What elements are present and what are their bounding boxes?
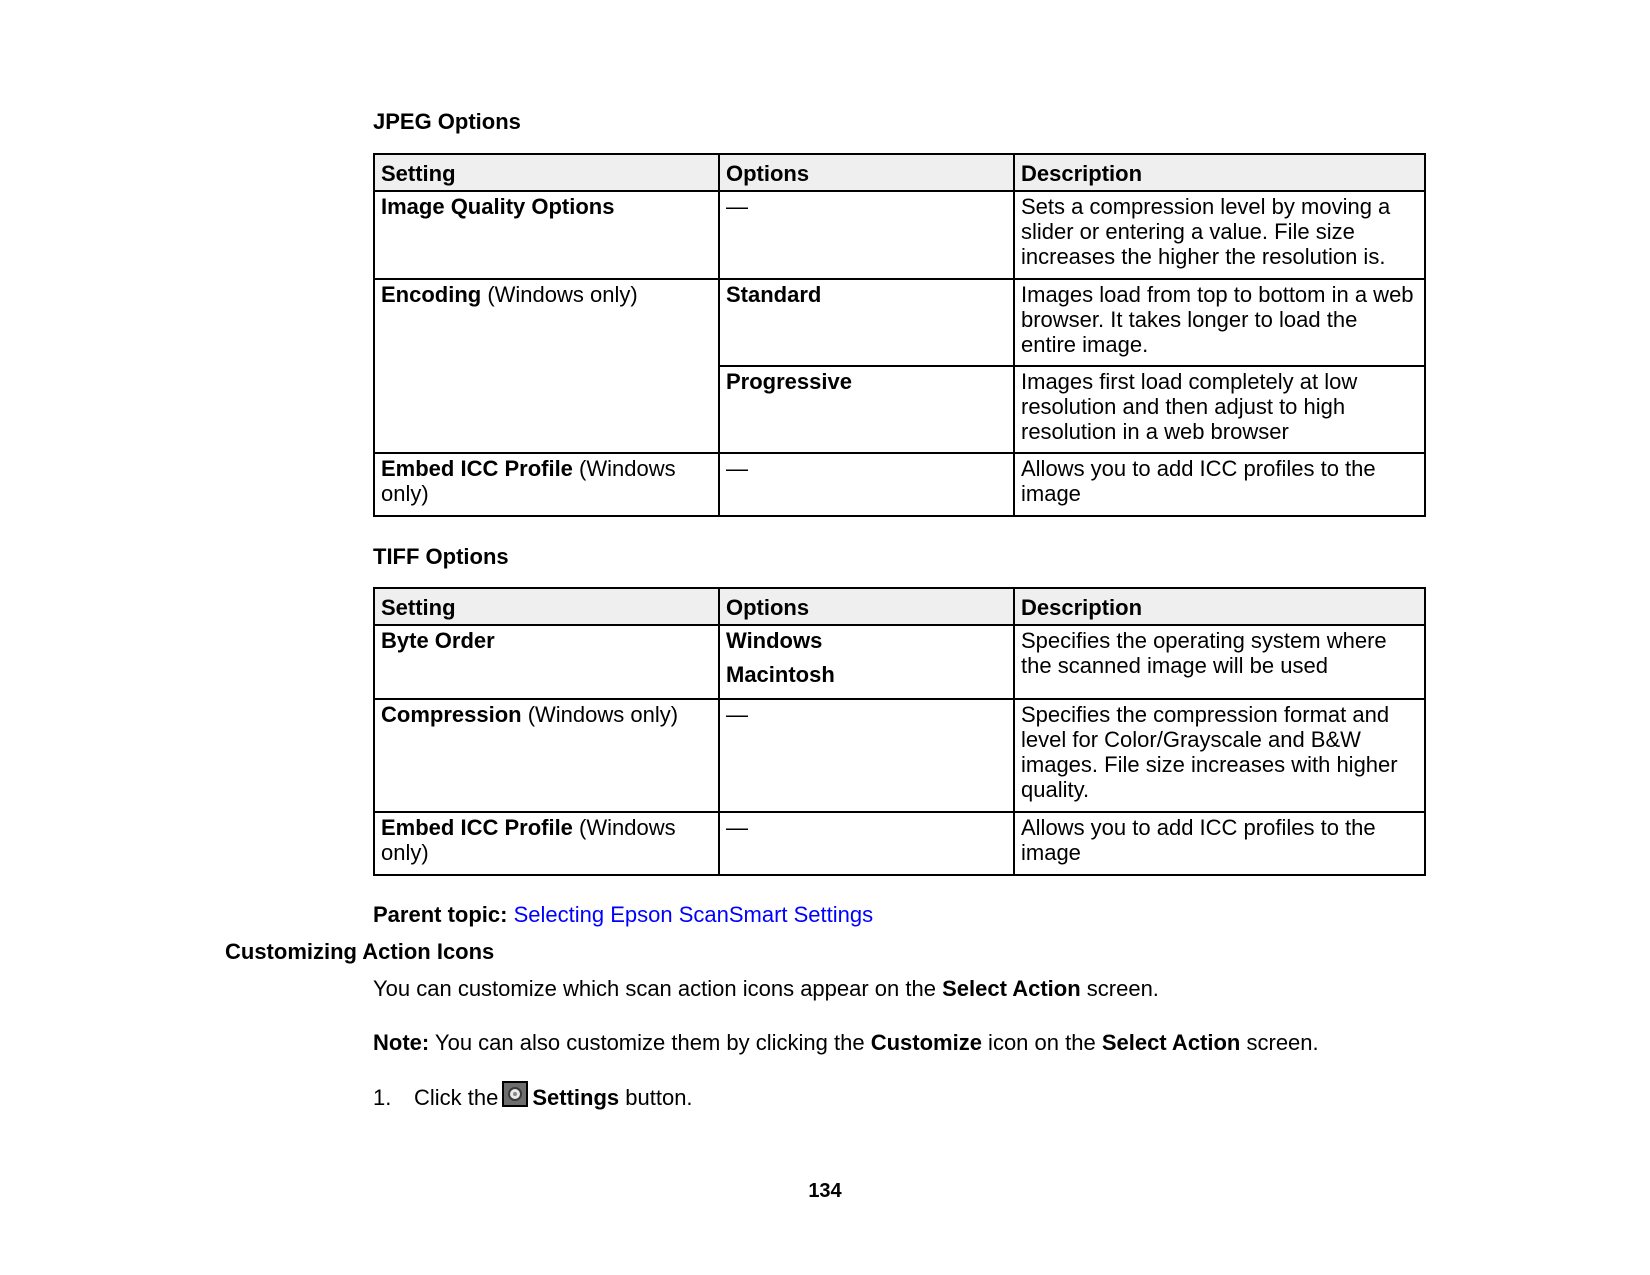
jpeg-options-table: [373, 153, 1426, 517]
column-header-description: Description: [1014, 588, 1425, 625]
options-cell: [719, 279, 1014, 366]
step-1: [373, 1081, 693, 1110]
setting-cell: [374, 812, 719, 875]
description-cell: Specifies the operating system where the scanned image will be used: [1014, 625, 1425, 699]
note-paragraph: [373, 1030, 1319, 1055]
options-cell: [719, 366, 1014, 453]
setting-qualifier: (Windows only): [521, 702, 679, 727]
page-number: 134: [808, 1180, 842, 1202]
table-row: [374, 279, 1425, 366]
table-row: [374, 625, 1425, 699]
option-value: Windows: [726, 628, 823, 653]
column-header-options: Options: [719, 588, 1014, 625]
note-text: You can also customize them by clicking the: [429, 1030, 871, 1055]
description-cell: Images load from top to bottom in a web browser. It takes longer to load the entire image.: [1014, 279, 1425, 366]
table-row: [374, 812, 1425, 875]
setting-qualifier: (Windows only): [381, 456, 676, 506]
section-title: Customizing Action Icons: [225, 939, 495, 964]
description-cell: Allows you to add ICC profiles to the image: [1014, 812, 1425, 875]
setting-name: Image Quality Options: [381, 194, 615, 219]
setting-qualifier: (Windows only): [481, 282, 638, 307]
setting-cell: [374, 625, 719, 699]
column-header-setting: Setting: [374, 154, 719, 191]
setting-name: Compression: [381, 702, 522, 727]
table-header-row: [374, 154, 1425, 191]
intro-paragraph: [373, 976, 1159, 1001]
setting-cell: [374, 699, 719, 812]
table-header-row: [374, 588, 1425, 625]
option-value: —: [726, 194, 748, 219]
setting-name: Embed ICC Profile: [381, 815, 573, 840]
description-cell: Sets a compression level by moving a slider or entering a value. File size increases the higher the resolution is.: [1014, 191, 1425, 279]
option-value: Progressive: [726, 369, 852, 394]
options-cell: [719, 699, 1014, 812]
options-cell: [719, 191, 1014, 279]
option-value: —: [726, 702, 748, 727]
setting-name: Embed ICC Profile: [381, 456, 573, 481]
parent-topic: [373, 902, 873, 927]
note-label: Note:: [373, 1030, 430, 1055]
tiff-options-table: [373, 587, 1426, 876]
note-text-end: screen.: [1240, 1030, 1319, 1055]
intro-emphasis: Select Action: [942, 976, 1081, 1001]
parent-topic-label: Parent topic:: [373, 902, 508, 927]
option-value: Standard: [726, 282, 822, 307]
step-text-end: button.: [619, 1085, 693, 1110]
note-emphasis-select-action: Select Action: [1101, 1030, 1241, 1055]
option-value: Macintosh: [726, 662, 835, 687]
note-emphasis-customize: Customize: [870, 1030, 982, 1055]
setting-cell: [374, 453, 719, 516]
setting-cell: [374, 191, 719, 279]
description-cell: Allows you to add ICC profiles to the image: [1014, 453, 1425, 516]
step-emphasis-settings: Settings: [532, 1085, 620, 1110]
setting-cell: [374, 279, 719, 453]
jpeg-options-heading: JPEG Options: [373, 109, 521, 134]
setting-qualifier: (Windows only): [381, 815, 676, 865]
parent-topic-link[interactable]: Selecting Epson ScanSmart Settings: [513, 902, 874, 927]
description-cell: Images first load completely at low resolution and then adjust to high resolution in a web browser: [1014, 366, 1425, 453]
column-header-setting: Setting: [374, 588, 719, 625]
setting-name: Byte Order: [381, 628, 495, 653]
options-cell: [719, 625, 1014, 699]
step-text: Click the: [414, 1085, 499, 1110]
step-number: 1.: [373, 1085, 392, 1110]
option-value: —: [726, 456, 748, 481]
column-header-description: Description: [1014, 154, 1425, 191]
intro-text: You can customize which scan action icons appear on the: [373, 976, 943, 1001]
options-cell: [719, 812, 1014, 875]
intro-text-end: screen.: [1080, 976, 1159, 1001]
table-row: [374, 453, 1425, 516]
settings-gear-icon: [502, 1081, 528, 1107]
tiff-options-heading: TIFF Options: [373, 544, 509, 569]
option-value: —: [726, 815, 748, 840]
note-text-mid: icon on the: [981, 1030, 1102, 1055]
options-cell: [719, 453, 1014, 516]
description-cell: Specifies the compression format and level for Color/Grayscale and B&W images. File size increases with higher quality.: [1014, 699, 1425, 812]
setting-name: Encoding: [381, 282, 482, 307]
column-header-options: Options: [719, 154, 1014, 191]
table-row: [374, 191, 1425, 279]
table-row: [374, 699, 1425, 812]
